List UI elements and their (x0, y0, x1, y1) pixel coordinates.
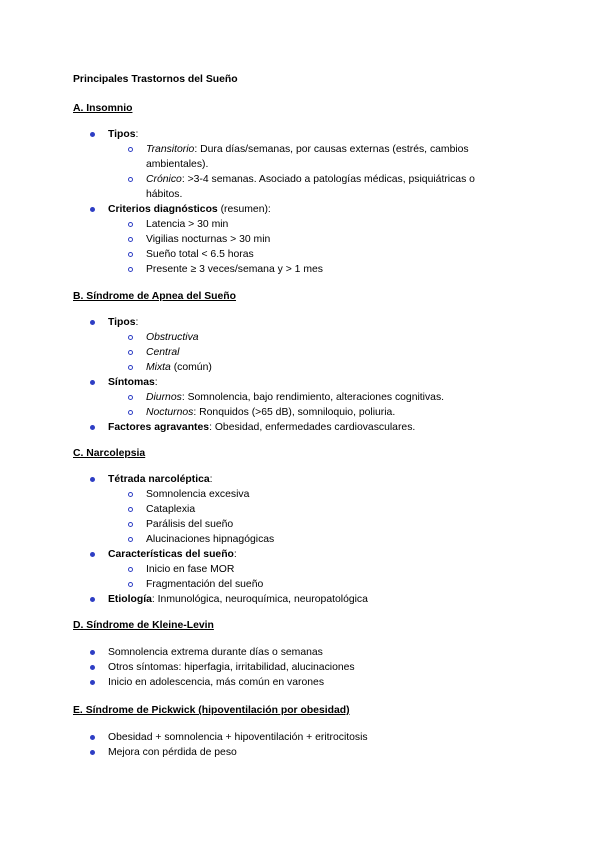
list-item: Mejora con pérdida de peso (73, 745, 513, 760)
term-text: : Ronquidos (>65 dB), somniloquio, poliuria. (193, 407, 396, 418)
item-label: Criterios diagnósticos (108, 204, 218, 215)
sublist-item (108, 360, 513, 375)
sublist-item: Presente ≥ 3 veces/semana y > 1 mes (108, 262, 513, 277)
section-e-heading: E. Síndrome de Pickwick (hipoventilación por obesidad) (73, 705, 350, 716)
item-label: Tipos (108, 317, 136, 328)
section-e-list (73, 730, 513, 760)
section-b-heading: B. Síndrome de Apnea del Sueño (73, 291, 237, 302)
sublist-item (108, 330, 513, 345)
sublist (108, 330, 513, 375)
term: Transitorio (146, 144, 195, 155)
list-item (73, 472, 513, 547)
term-text: (común) (170, 362, 212, 373)
section-d-heading: D. Síndrome de Kleine-Levin (73, 620, 214, 631)
item-colon: : (135, 317, 139, 328)
sublist (108, 487, 513, 547)
term: Obstructiva (146, 332, 199, 343)
item-label: Factores agravantes (108, 422, 210, 433)
document-title: Principales Trastornos del Sueño (73, 74, 238, 85)
list-item: Obesidad + somnolencia + hipoventilación + eritrocitosis (73, 730, 513, 745)
item-text: : Obesidad, enfermedades cardiovasculares. (209, 422, 416, 433)
list-item (73, 592, 513, 607)
item-label: Tipos (108, 129, 136, 140)
term: Nocturnos (146, 407, 194, 418)
term-text: : Dura días/semanas, por causas externas (estrés, cambios ambientales). (146, 144, 469, 170)
sublist-item (108, 172, 513, 202)
sublist-item: Somnolencia excesiva (108, 487, 513, 502)
sublist (108, 217, 513, 277)
term: Central (146, 347, 180, 358)
term: Diurnos (146, 392, 182, 403)
list-item (73, 375, 513, 420)
list-item (73, 315, 513, 375)
sublist-item: Inicio en fase MOR (108, 562, 513, 577)
term: Crónico (146, 174, 182, 185)
list-item (73, 420, 513, 435)
sublist-item: Sueño total < 6.5 horas (108, 247, 513, 262)
sublist-item: Alucinaciones hipnagógicas (108, 532, 513, 547)
sublist-item (108, 345, 513, 360)
sublist-item (108, 142, 513, 172)
sublist-item (108, 390, 513, 405)
list-item (73, 127, 513, 202)
list-item: Otros síntomas: hiperfagia, irritabilidad, alucinaciones (73, 660, 513, 675)
item-colon: : (233, 549, 237, 560)
term: Mixta (146, 362, 171, 373)
item-label: Tétrada narcoléptica (108, 474, 210, 485)
sublist-item: Parálisis del sueño (108, 517, 513, 532)
item-colon: : (154, 377, 158, 388)
sublist-item: Cataplexia (108, 502, 513, 517)
section-a-heading: A. Insomnio (73, 103, 133, 114)
term-text: : >3-4 semanas. Asociado a patologías médicas, psiquiátricas o hábitos. (146, 174, 475, 200)
sublist (108, 142, 513, 202)
item-suffix: (resumen): (217, 204, 271, 215)
item-colon: : (135, 129, 139, 140)
section-d-list (73, 645, 513, 690)
sublist-item: Vigilias nocturnas > 30 min (108, 232, 513, 247)
item-label: Etiología (108, 594, 152, 605)
sublist-item: Latencia > 30 min (108, 217, 513, 232)
sublist (108, 562, 513, 592)
section-c-heading: C. Narcolepsia (73, 448, 146, 459)
item-label: Características del sueño (108, 549, 234, 560)
sublist (108, 390, 513, 420)
term-text: : Somnolencia, bajo rendimiento, alteraciones cognitivas. (181, 392, 445, 403)
sublist-item: Fragmentación del sueño (108, 577, 513, 592)
section-b-list (73, 315, 513, 435)
list-item (73, 202, 513, 277)
item-text: : Inmunológica, neuroquímica, neuropatológica (151, 594, 368, 605)
list-item (73, 547, 513, 592)
section-a-list (73, 127, 513, 277)
section-c-list (73, 472, 513, 607)
sublist-item (108, 405, 513, 420)
list-item: Somnolencia extrema durante días o semanas (73, 645, 513, 660)
item-label: Síntomas (108, 377, 155, 388)
list-item: Inicio en adolescencia, más común en varones (73, 675, 513, 690)
item-colon: : (209, 474, 213, 485)
